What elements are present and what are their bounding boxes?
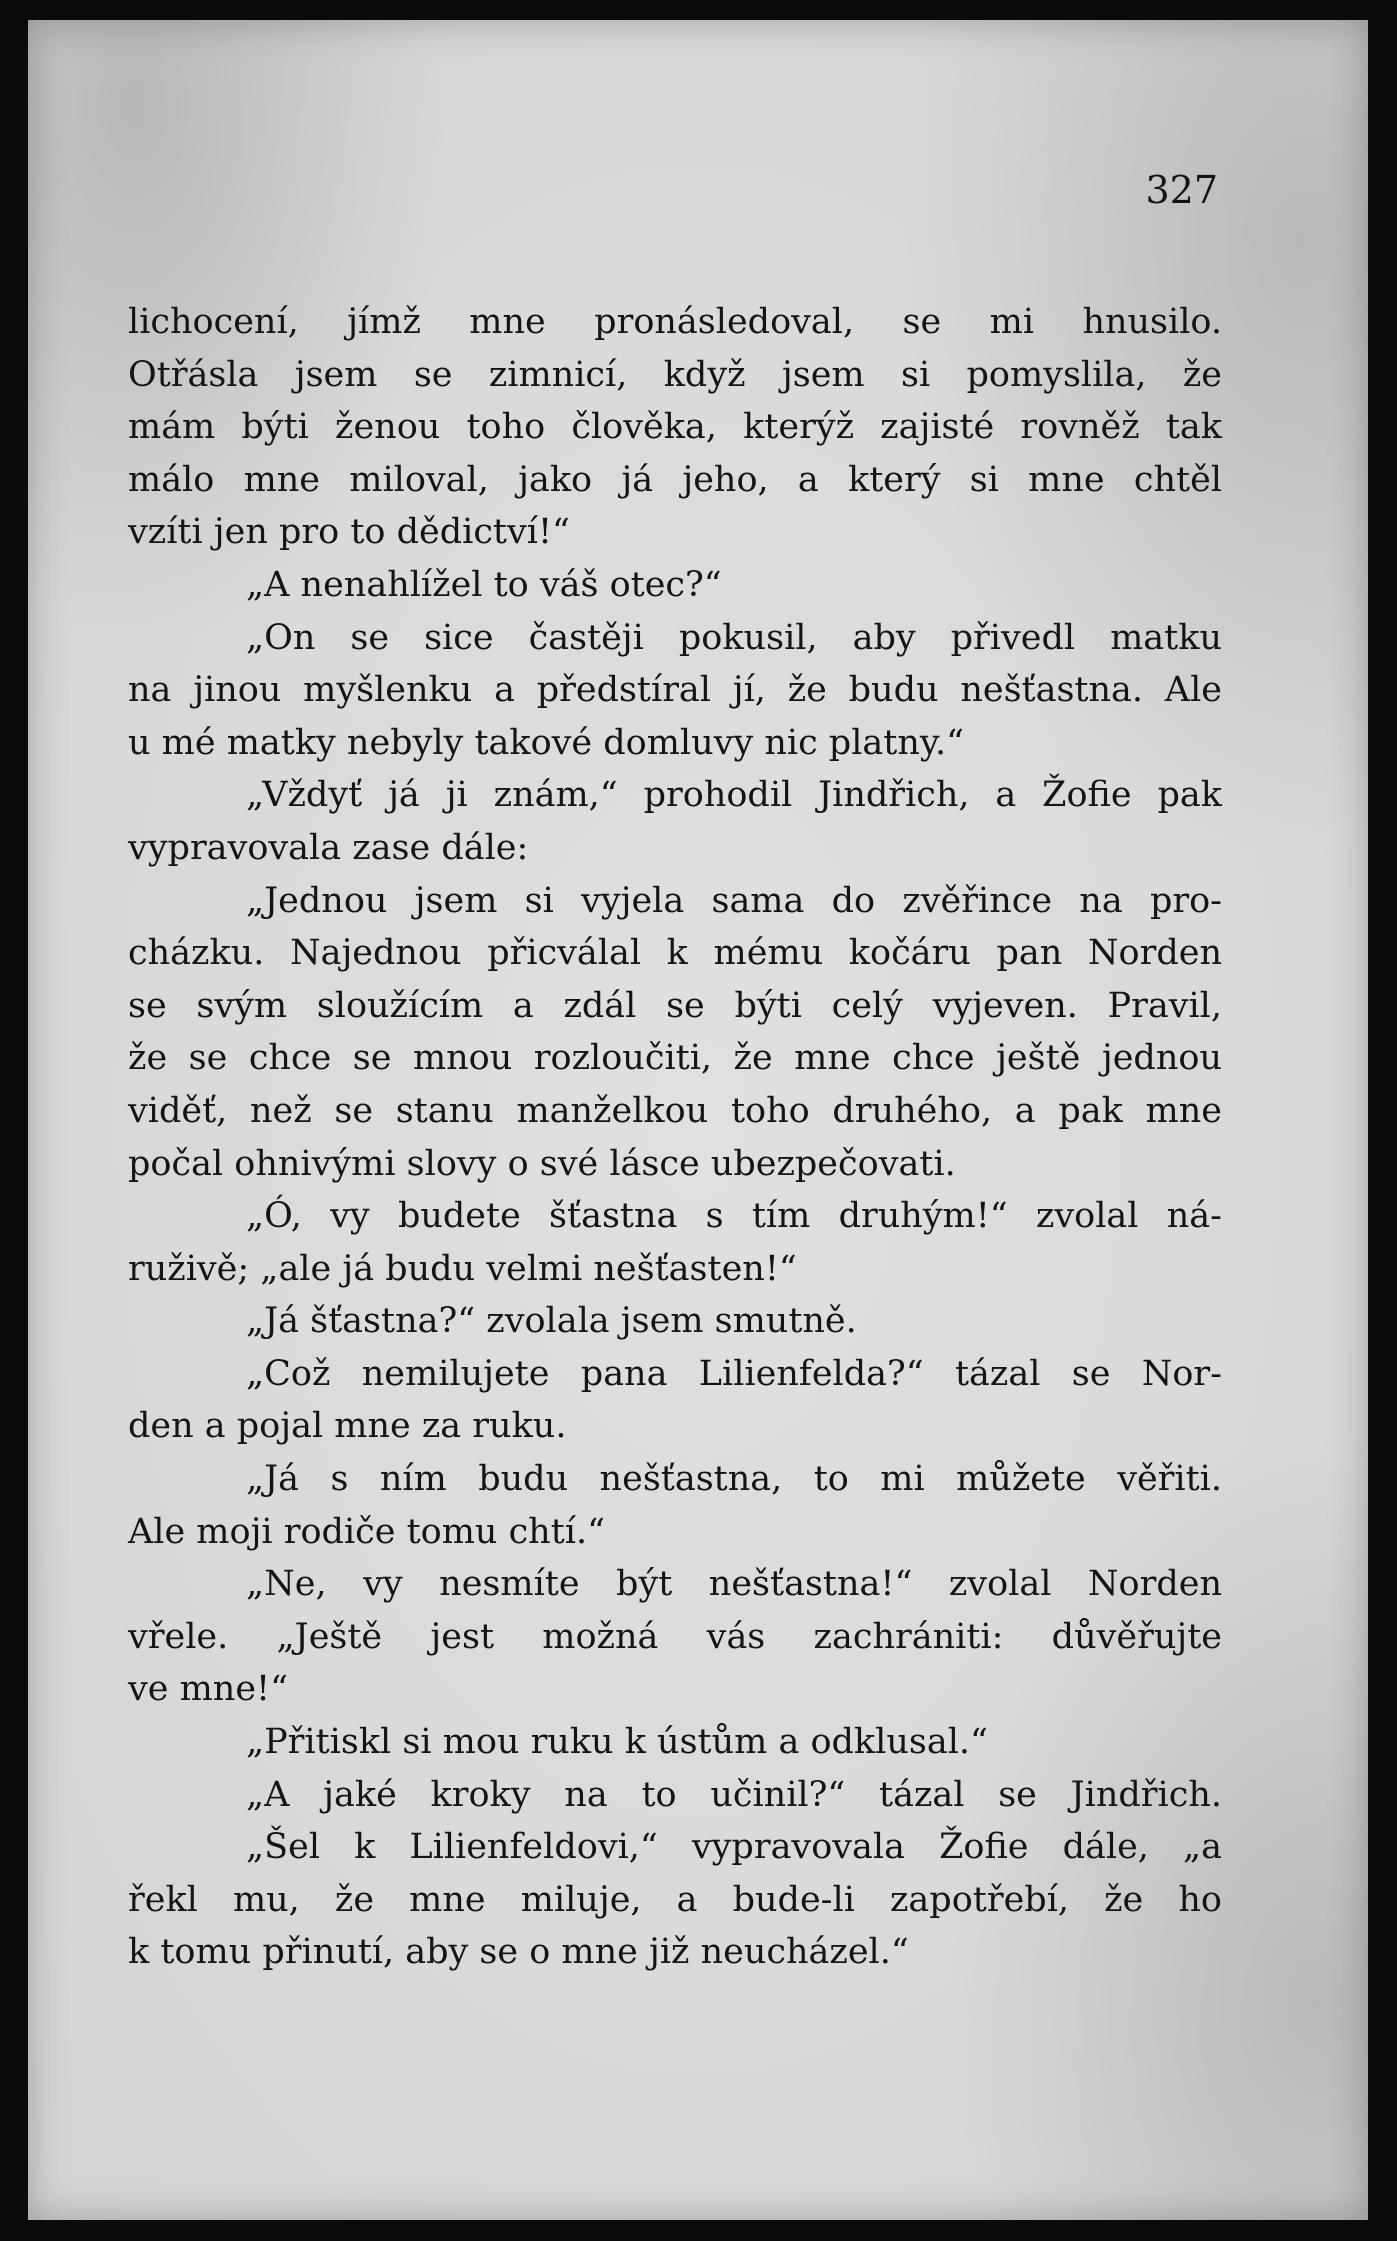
- text-line: k tomu přinutí, aby se o mne již neucházel.“: [128, 1932, 909, 1973]
- text-line: „Ó, vy budete šťastna s tím druhým!“ zvolal ná-: [246, 1196, 1222, 1237]
- text-line: řekl mu, že mne miluje, a bude-li zapotřebí, že ho: [128, 1879, 1222, 1920]
- text-line: viděť, než se stanu manželkou toho druhého, a pak mne: [128, 1090, 1222, 1131]
- text-line: „Přitiskl si mou ruku k ústům a odklusal.“: [246, 1722, 988, 1763]
- text-line: cházku. Najednou přicválal k mému kočáru pan Norden: [128, 933, 1222, 974]
- text-line: počal ohnivými slovy o své lásce ubezpečovati.: [128, 1143, 956, 1184]
- text-line: „Což nemilujete pana Lilienfelda?“ tázal se Nor-: [246, 1353, 1222, 1394]
- text-line: „On se sice častěji pokusil, aby přivedl matku: [246, 617, 1222, 658]
- text-line: „Vždyť já ji znám,“ prohodil Jindřich, a Žofie pak: [246, 775, 1222, 816]
- text-line: málo mne miloval, jako já jeho, a který si mne chtěl: [128, 459, 1222, 500]
- text-line: na jinou myšlenku a předstíral jí, že budu nešťastna. Ale: [128, 670, 1222, 711]
- text-line: vypravovala zase dále:: [128, 827, 529, 868]
- text-line: lichocení, jímž mne pronásledoval, se mi hnusilo.: [128, 302, 1222, 342]
- book-page: [28, 20, 1368, 2220]
- text-line: „Ne, vy nesmíte být nešťastna!“ zvolal Norden: [246, 1564, 1222, 1605]
- text-line: „A jaké kroky na to učinil?“ tázal se Jindřich.: [246, 1774, 1222, 1815]
- text-line: ve mne!“: [128, 1669, 289, 1710]
- text-line: že se chce se mnou rozloučiti, že mne chce ještě jednou: [128, 1038, 1222, 1079]
- body-text: [128, 296, 1222, 1979]
- text-line: „Já šťastna?“ zvolala jsem smutně.: [246, 1301, 857, 1342]
- text-line: „Já s ním budu nešťastna, to mi můžete věřiti.: [246, 1459, 1222, 1500]
- text-line: u mé matky nebyly takové domluvy nic platny.“: [128, 722, 965, 763]
- text-line: ruživě; „ale já budu velmi nešťasten!“: [128, 1248, 797, 1289]
- text-line: Otřásla jsem se zimnicí, když jsem si pomyslila, že: [128, 354, 1222, 395]
- text-line: den a pojal mne za ruku.: [128, 1406, 567, 1447]
- text-line: Ale moji rodiče tomu chtí.“: [128, 1511, 605, 1552]
- page-number: 327: [1145, 168, 1218, 212]
- text-line: „Jednou jsem si vyjela sama do zvěřince na pro-: [246, 880, 1222, 921]
- text-line: „Šel k Lilienfeldovi,“ vypravovala Žofie dále, „a: [246, 1827, 1222, 1868]
- text-line: vzíti jen pro to dědictví!“: [128, 512, 570, 553]
- text-line: vřele. „Ještě jest možná vás zachrániti: důvěřujte: [128, 1616, 1222, 1657]
- text-line: „A nenahlížel to váš otec?“: [246, 564, 722, 605]
- text-line: mám býti ženou toho člověka, kterýž zajisté rovněž tak: [128, 407, 1222, 448]
- text-line: se svým sloužícím a zdál se býti celý vyjeven. Pravil,: [128, 985, 1222, 1026]
